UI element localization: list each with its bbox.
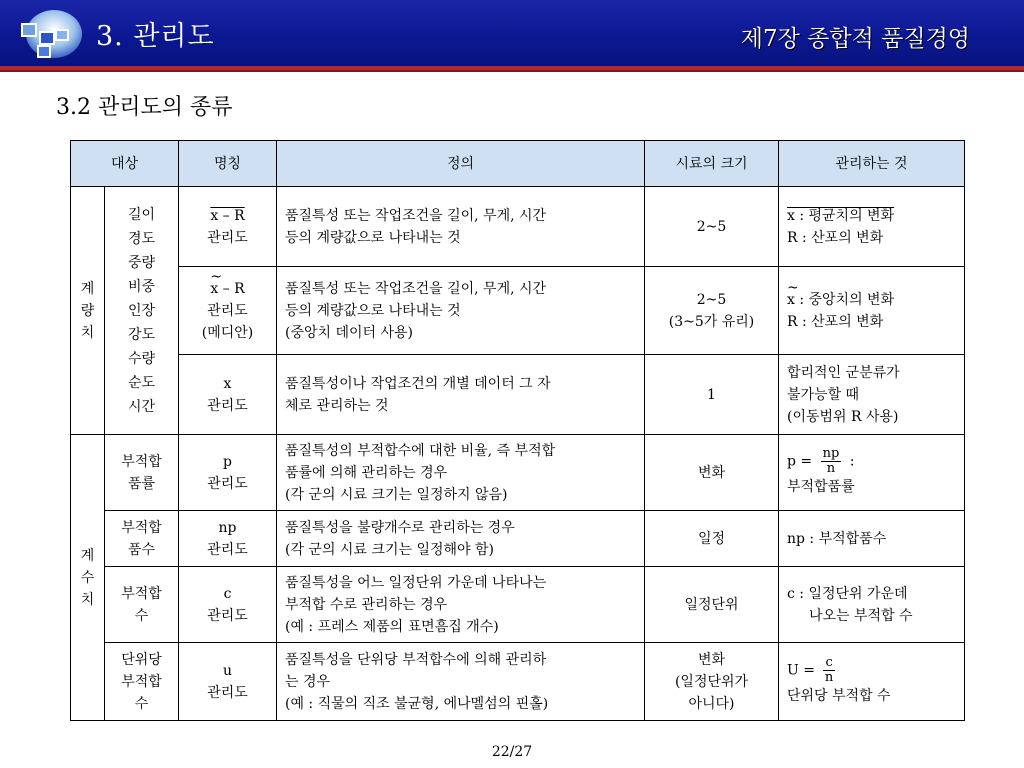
table-row xyxy=(71,435,965,511)
slide-title: 3. 관리도 xyxy=(96,21,215,52)
sample-size-cell: 일정단위 xyxy=(645,567,779,643)
header-accent-line-dark xyxy=(0,70,1024,72)
chart-name: p 관리도 xyxy=(179,435,277,511)
table-row xyxy=(71,355,965,435)
chart-name: x – R 관리도 xyxy=(179,187,277,267)
attribute-item: 부적합 품수 xyxy=(105,511,179,567)
sample-size-cell: 2~5 (3~5가 유리) xyxy=(645,267,779,355)
variable-items-list: 길이 경도 중량 비중 인장 강도 수량 순도 시간 xyxy=(105,187,179,435)
chart-name: np 관리도 xyxy=(179,511,277,567)
sample-size-cell: 2~5 xyxy=(645,187,779,267)
table-row xyxy=(71,187,965,267)
header-cell: 시료의 크기 xyxy=(645,141,779,187)
chart-name: ~ x – R 관리도 (메디안) xyxy=(179,267,277,355)
slide-header xyxy=(0,0,1024,66)
header-cell: 정의 xyxy=(277,141,645,187)
controlled-cell: U = $\frac{c}{n}$ 단위당 부적합 수 xyxy=(779,643,965,721)
group-label-attribute: 계 수 치 xyxy=(71,435,105,721)
cubes-logo-icon xyxy=(16,8,88,64)
chart-name: c 관리도 xyxy=(179,567,277,643)
header-cell: 관리하는 것 xyxy=(779,141,965,187)
page-number: 22/27 xyxy=(491,744,533,760)
controlled-cell: p = $\frac{np}{n}$ : 부적합품률 xyxy=(779,435,965,511)
definition-cell: 품질특성을 단위당 부적합수에 의해 관리하 는 경우 (예 : 직물의 직조 불균형, 에나멜섬의 핀홀) xyxy=(277,643,645,721)
header-cell: 명칭 xyxy=(179,141,277,187)
attribute-item: 단위당 부적합 수 xyxy=(105,643,179,721)
header-cell: 대상 xyxy=(71,141,179,187)
definition-cell: 품질특성 또는 작업조건을 길이, 무게, 시간 등의 계량값으로 나타내는 것 (중앙치 데이터 사용) xyxy=(277,267,645,355)
controlled-cell: x : 평균치의 변화 R : 산포의 변화 xyxy=(779,187,965,267)
chapter-title: 제7장 종합적 품질경영 xyxy=(740,26,970,52)
chart-name: u 관리도 xyxy=(179,643,277,721)
attribute-item: 부적합 품률 xyxy=(105,435,179,511)
definition-cell: 품질특성이나 작업조건의 개별 데이터 그 자 체로 관리하는 것 xyxy=(277,355,645,435)
sample-size-cell: 1 xyxy=(645,355,779,435)
table-row xyxy=(71,511,965,567)
definition-cell: 품질특성을 어느 일정단위 가운데 나타나는 부적합 수로 관리하는 경우 (예 : 프레스 제품의 표면흠집 개수) xyxy=(277,567,645,643)
controlled-cell: 합리적인 군분류가 불가능할 때 (이동범위 R 사용) xyxy=(779,355,965,435)
definition-cell: 품질특성의 부적합수에 대한 비율, 즉 부적합 품률에 의해 관리하는 경우 (각 군의 시료 크기는 일정하지 않음) xyxy=(277,435,645,511)
sample-size-cell: 변화 xyxy=(645,435,779,511)
attribute-item: 부적합 수 xyxy=(105,567,179,643)
table-row xyxy=(71,567,965,643)
chart-name: x 관리도 xyxy=(179,355,277,435)
table-row xyxy=(71,643,965,721)
definition-cell: 품질특성 또는 작업조건을 길이, 무게, 시간 등의 계량값으로 나타내는 것 xyxy=(277,187,645,267)
table-row xyxy=(71,267,965,355)
definition-cell: 품질특성을 불량개수로 관리하는 경우 (각 군의 시료 크기는 일정해야 함) xyxy=(277,511,645,567)
group-label-variable: 계 량 치 xyxy=(71,187,105,435)
controlled-cell: ~ x : 중앙치의 변화 R : 산포의 변화 xyxy=(779,267,965,355)
sample-size-cell: 일정 xyxy=(645,511,779,567)
table-header-row xyxy=(71,141,965,187)
control-chart-table xyxy=(70,140,965,721)
controlled-cell: c : 일정단위 가운데 나오는 부적합 수 xyxy=(779,567,965,643)
fraction-c-over-n: $\frac{c}{n}$ xyxy=(824,655,834,685)
fraction-np-over-n: $\frac{np}{n}$ xyxy=(822,446,840,476)
controlled-cell: np : 부적합품수 xyxy=(779,511,965,567)
section-title: 3.2 관리도의 종류 xyxy=(56,95,233,120)
sample-size-cell: 변화 (일정단위가 아니다) xyxy=(645,643,779,721)
